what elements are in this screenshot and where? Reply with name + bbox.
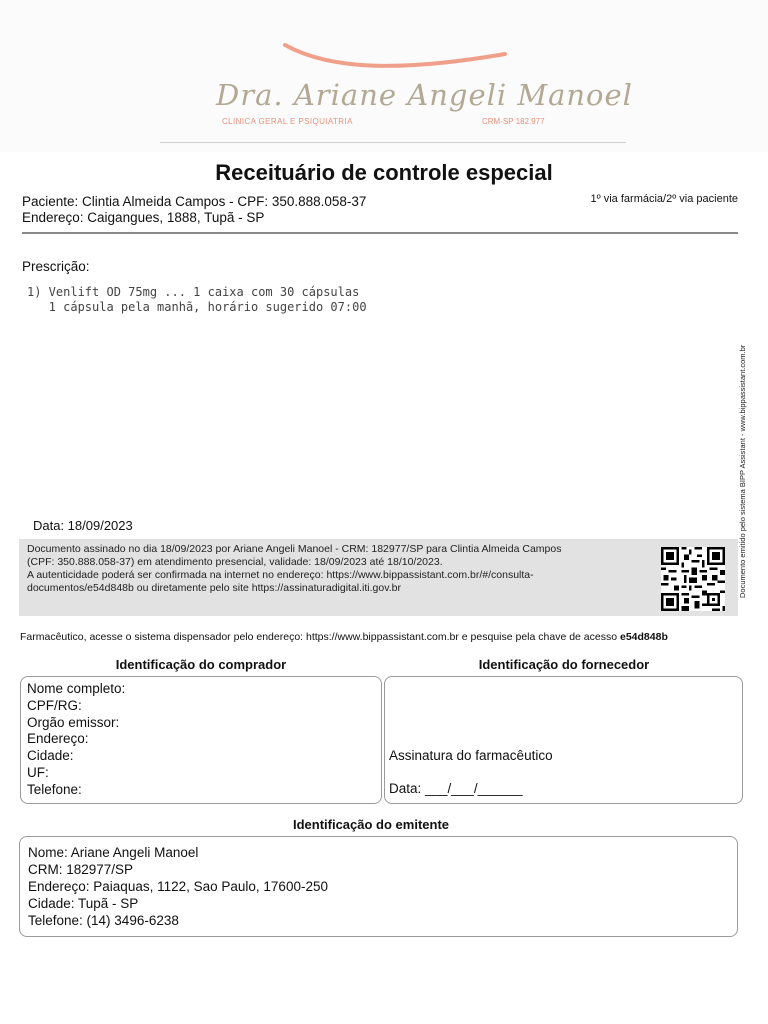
qr-code-icon[interactable] [661,547,725,611]
supplier-date-field: Data: ___/___/______ [389,781,523,796]
signature-line: (CPF: 350.888.058-37) em atendimento presencial, validade: 18/09/2023 até 18/10/2023. [27,556,443,568]
buyer-field-address: Endereço: [27,731,89,747]
doctor-logo-name: Dra. Ariane Angeli Manoel [216,78,633,112]
prescription-label: Prescrição: [22,259,90,274]
issuer-field-crm: CRM: 182977/SP [28,862,134,877]
issuer-heading: Identificação do emitente [292,817,450,832]
copy-note: 1º via farmácia/2º via paciente [590,193,738,205]
issuer-field-name: Nome: Ariane Angeli Manoel [28,845,199,860]
buyer-field-issuer: Orgão emissor: [27,714,120,730]
buyer-fields [27,681,125,799]
issuer-field-address: Endereço: Paiaquas, 1122, Sao Paulo, 17600-250 [28,879,328,894]
issuer-field-phone: Telefone: (14) 3496-6238 [28,913,179,928]
patient-info: Paciente: Clintia Almeida Campos - CPF: 350.888.058-37 [22,194,367,209]
buyer-field-state: UF: [27,764,49,780]
buyer-field-phone: Telefone: [27,781,82,797]
supplier-heading: Identificação do fornecedor [478,657,650,672]
pharmacist-instructions [20,631,668,643]
logo-swoosh-icon [280,40,510,80]
prescription-item: 1) Venlift OD 75mg ... 1 caixa com 30 cápsulas [27,285,360,299]
signature-line: A autenticidade poderá ser confirmada na internet no endereço: https://www.bippassistant.com.br/#/consulta- [27,569,534,581]
signature-line: Documento assinado no dia 18/09/2023 por Ariane Angeli Manoel - CRM: 182977/SP para Clintia Almeida Campos [27,543,562,555]
pharmacist-signature-label: Assinatura do farmacêutico [389,748,553,763]
document-title: Receituário de controle especial [215,160,553,185]
prescription-item-dosage: 1 cápsula pela manhã, horário sugerido 07:00 [27,300,367,314]
issuer-fields [28,844,328,929]
system-side-note: Documento emitido pelo sistema BIPP Assistant - www.bippassistant.com.br [738,344,747,598]
buyer-field-id: CPF/RG: [27,697,82,713]
access-key: e54d848b [620,631,668,643]
pharmacist-instructions-text: Farmacêutico, acesse o sistema dispensador pelo endereço: https://www.bippassistant.com.br e pesquise pela chave de acesso [20,631,620,643]
buyer-heading: Identificação do comprador [115,657,287,672]
buyer-field-city: Cidade: [27,748,74,764]
header-divider [160,142,626,143]
signature-line: documentos/e54d848b ou diretamente pelo site https://assinaturadigital.iti.gov.br [27,582,401,594]
digital-signature-text [27,543,627,595]
doctor-specialty: CLINICA GERAL E PSIQUIATRIA [222,117,353,126]
buyer-field-name: Nome completo: [27,681,126,696]
doctor-crm-badge: CRM-SP 182.977 [482,117,545,126]
issuer-field-city: Cidade: Tupã - SP [28,896,139,911]
section-divider [22,232,738,234]
patient-address: Endereço: Caigangues, 1888, Tupã - SP [22,210,265,225]
prescription-date: Data: 18/09/2023 [33,518,133,533]
